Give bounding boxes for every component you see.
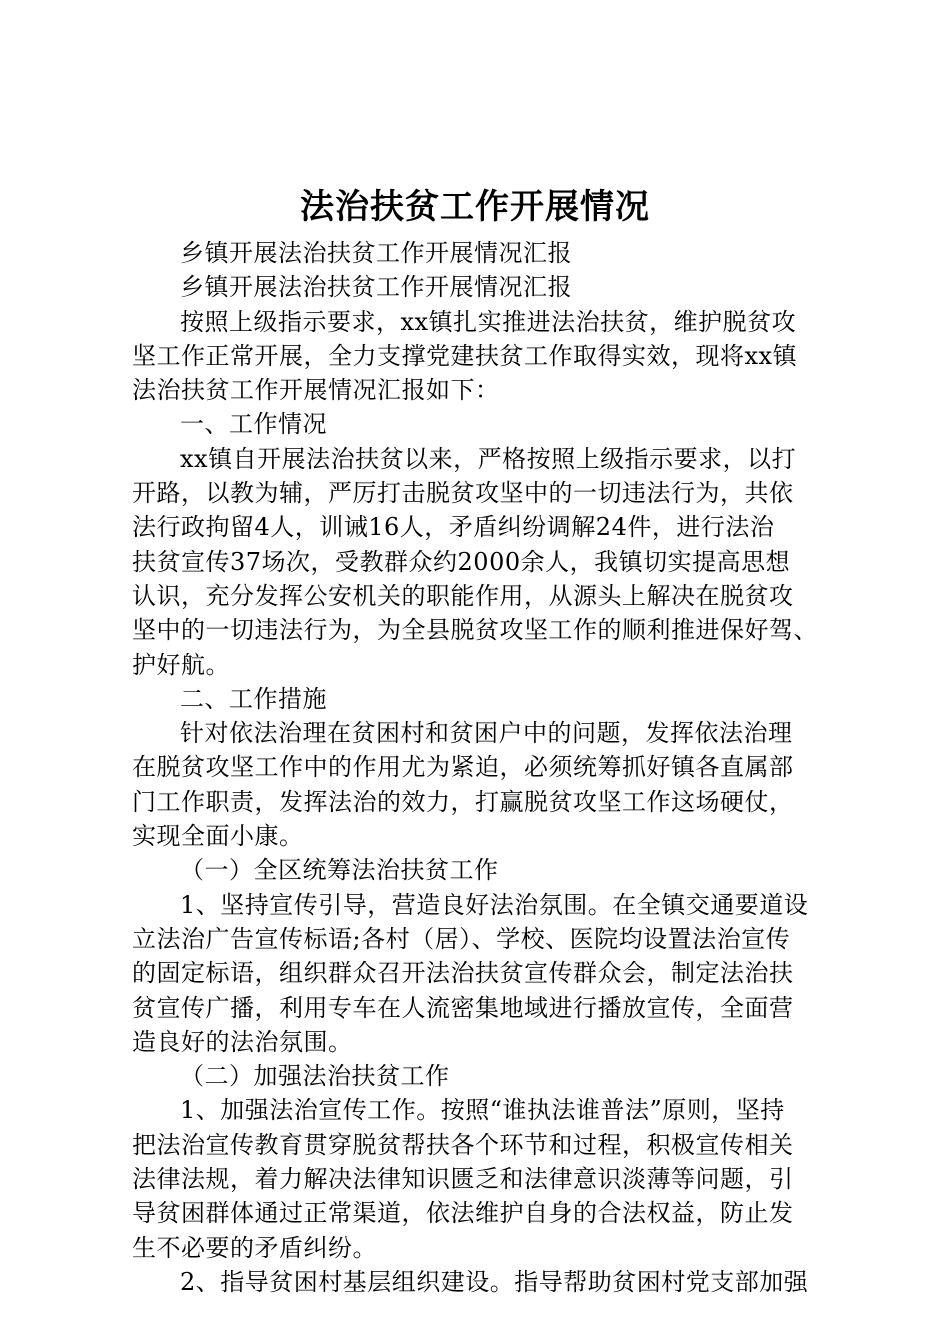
text-line: 造良好的法治氛围。 — [132, 1027, 353, 1056]
text-line: 门工作职责，发挥法治的效力，打赢脱贫攻坚工作这场硬仗， — [132, 787, 794, 816]
text-line: 的固定标语，组织群众召开法治扶贫宣传群众会，制定法治扶 — [132, 959, 794, 988]
text-line: 针对依法治理在贫困村和贫困户中的问题，发挥依法治理 — [180, 719, 793, 748]
text-line: 把法治宣传教育贯穿脱贫帮扶各个环节和过程，积极宣传相关 — [132, 1130, 794, 1159]
text-line: （一）全区统筹法治扶贫工作 — [180, 856, 499, 885]
text-line: 乡镇开展法治扶贫工作开展情况汇报 — [180, 239, 572, 267]
text-line: 按照上级指示要求，xx镇扎实推进法治扶贫，维护脱贫攻 — [180, 307, 797, 336]
text-line: 认识，充分发挥公安机关的职能作用，从源头上解决在脱贫攻 — [132, 581, 794, 610]
text-line: 导贫困群体通过正常渠道，依法维护自身的合法权益，防止发 — [132, 1199, 794, 1228]
text-line: 贫宣传广播，利用专车在人流密集地域进行播放宣传，全面营 — [132, 993, 794, 1022]
text-line: （二）加强法治扶贫工作 — [180, 1062, 450, 1091]
text-line: 法治扶贫工作开展情况汇报如下： — [132, 376, 500, 405]
text-line: 二、工作措施 — [180, 684, 327, 713]
document-title: 法治扶贫工作开展情况 — [300, 187, 650, 227]
text-line: 一、工作情况 — [180, 410, 327, 439]
text-line: 生不必要的矛盾纠纷。 — [132, 1233, 377, 1262]
document-body — [132, 236, 842, 1299]
text-line: 乡镇开展法治扶贫工作开展情况汇报 — [180, 273, 572, 302]
text-line: 法律法规，着力解决法律知识匮乏和法律意识淡薄等问题，引 — [132, 1165, 794, 1194]
text-line: 开路，以教为辅，严厉打击脱贫攻坚中的一切违法行为，共依 — [132, 479, 794, 508]
text-line: 扶贫宣传37场次，受教群众约2000余人，我镇切实提高思想 — [132, 547, 791, 576]
text-line: 1、加强法治宣传工作。按照“谁执法谁普法”原则，坚持 — [180, 1096, 785, 1125]
text-line: 法行政拘留4人，训诫16人，矛盾纠纷调解24件，进行法治 — [132, 513, 775, 542]
text-line: xx镇自开展法治扶贫以来，严格按照上级指示要求，以打 — [180, 444, 797, 473]
text-line: 2、指导贫困村基层组织建设。指导帮助贫困村党支部加强 — [180, 1267, 809, 1296]
text-line: 1、坚持宣传引导，营造良好法治氛围。在全镇交通要道设 — [180, 890, 809, 919]
text-line: 在脱贫攻坚工作中的作用尤为紧迫，必须统筹抓好镇各直属部 — [132, 753, 794, 782]
text-line: 立法治广告宣传标语;各村（居）、学校、医院均设置法治宣传 — [132, 924, 791, 953]
text-line: 坚工作正常开展，全力支撑党建扶贫工作取得实效，现将xx镇 — [132, 341, 798, 370]
text-line: 实现全面小康。 — [132, 822, 304, 851]
text-line: 坚中的一切违法行为，为全县脱贫攻坚工作的顺利推进保好驾、 — [132, 616, 818, 645]
text-line: 护好航。 — [132, 650, 230, 679]
